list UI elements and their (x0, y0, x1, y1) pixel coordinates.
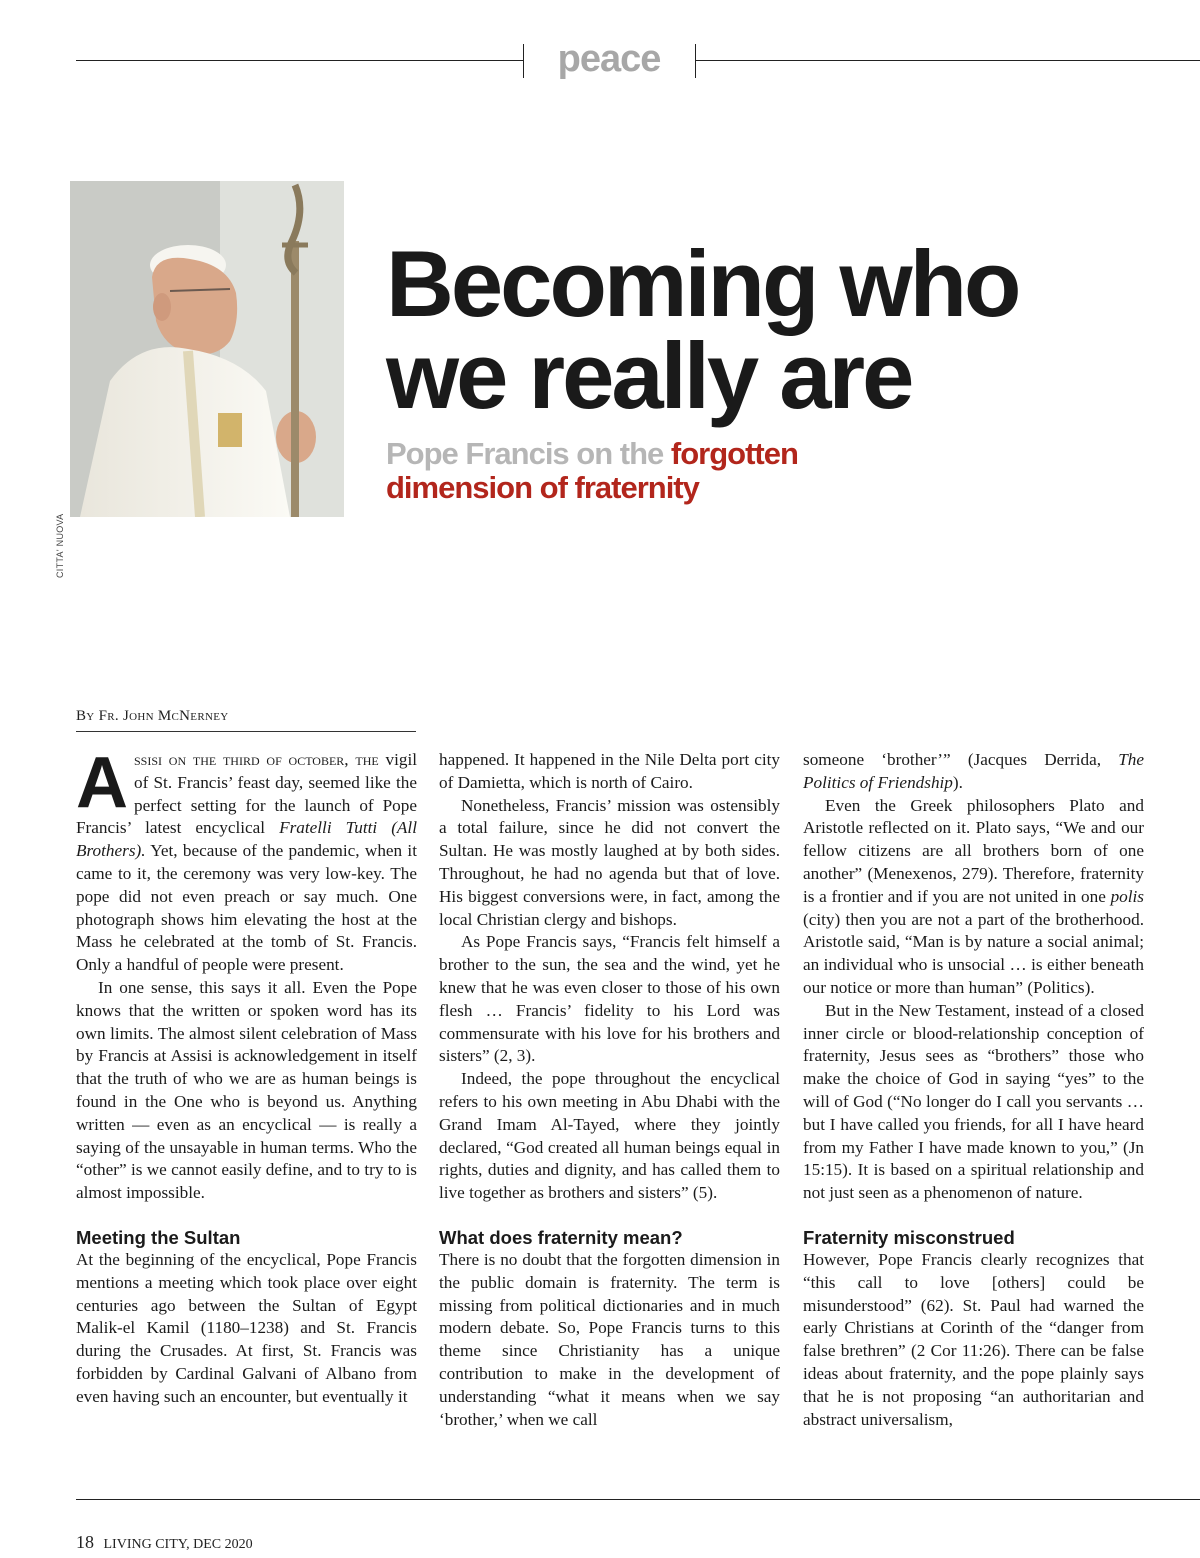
column-1 (76, 743, 418, 1409)
headline: Becoming who we really are (386, 231, 1019, 428)
issue-date: DEC 2020 (193, 1537, 253, 1552)
section-tick-left (523, 44, 524, 78)
section-label: peace (557, 38, 661, 80)
section-tick-right (695, 44, 696, 78)
deck-grey: Pope Francis on the (386, 436, 671, 471)
col1-p1-rest: vigil of St. Francis’ feast day, seemed like the perfect setting for the launch of Pope Francis’ latest encyclical (76, 750, 418, 838)
col2-para-3: As Pope Francis says, “Francis felt himself a brother to the sun, the sea and the wind, yet he knew that he was even closer to those of his own flesh … Francis’ fidelity to his Lord was commensurate with his love for his brothers and sisters” (2, 3). (439, 932, 780, 1066)
pope-photo (70, 181, 344, 517)
col3-p2-start: Even the Greek philosophers Plato and Aristotle reflected on it. Plato says, “We and our fellow citizens are all brothers born of one another” (Menexenos, 279). Therefore, fraternity is a frontier and if you are not united in one (803, 795, 1144, 906)
page-footer (76, 1532, 253, 1553)
dropcap: A (76, 743, 128, 823)
photo-credit-wrap (55, 513, 65, 578)
col3-p1-end: ). (952, 772, 963, 792)
page-number: 18 (76, 1532, 94, 1552)
byline: By Fr. John McNerney (76, 708, 229, 724)
col3-para-4: However, Pope Francis clearly recognizes that “this call to love [others] could be misunderstood” (62). St. Paul had warned the early Christians at Corinth of the “danger from false brethren” (2 Cor 11:26). There can be false ideas about fraternity, and the pope plainly says that he is not proposing “an authoritarian and abstract universalism, (803, 1249, 1144, 1429)
byline-rule (76, 731, 416, 732)
subhead-fraternity-meaning: What does fraternity mean? (439, 1226, 683, 1248)
col3-p2-end: (city) then you are not a part of the brotherhood. Aristotle said, “Man is by nature a social animal; an individual who is unsocial … is either beneath our notice or more than human” (Politics). (803, 909, 1144, 997)
col3-para-3: But in the New Testament, instead of a closed inner circle or blood-relationship conception of fraternity, Jesus sees as “brothers” those who make the choice of God in saying “yes” to the will of God (“No longer do I call you servants … but I have called you friends, for all I have heard from my Father I have made known to you,” (Jn 15:15). It is based on a spiritual relationship and not just seen as a phenomenon of nature. (803, 1000, 1144, 1203)
col2-para-1: happened. It happened in the Nile Delta port city of Damietta, which is north of Cairo. (439, 750, 780, 792)
pope-illustration (70, 181, 344, 517)
section-rule-left (76, 60, 523, 61)
col1-para-3: At the beginning of the encyclical, Pope Francis mentions a meeting which took place over eight centuries ago between the Sultan of Egypt Malik-el Kamil (1180–1238) and St. Francis during the Crusades. At first, St. Francis was forbidden by Cardinal Galvani of Albano from even having such an encounter, but eventually it (76, 1249, 417, 1406)
encyclical-title: Fratelli Tutti (All Brothers). (76, 818, 417, 861)
column-2 (439, 749, 780, 1431)
col1-lead-in: ssisi on the third of october, the (134, 750, 379, 769)
col2-para-4: Indeed, the pope throughout the encyclical refers to his own meeting in Abu Dhabi with the Grand Imam Al-Tayed, where they jointly declared, “God created all human beings equal in rights, duties and dignity, and has called them to live together as brothers and sisters” (5). (439, 1069, 780, 1203)
col1-para-2: In one sense, this says it all. Even the Pope knows that the written or spoken word has its own limits. The almost silent celebration of Mass by Francis at Assisi is acknowledgement in itself that the truth of who we are as human beings is found in the One who is beyond us. Anything written — even as an encyclical — is really a saying of the unsayable in human terms. Who the “other” is we cannot easily define, and to try to is almost impossible. (76, 977, 417, 1203)
photo-credit: CITTA' NUOVA (55, 513, 65, 578)
derrida-title: The Politics of Friendship (803, 750, 1144, 792)
col3-para-1 (803, 749, 1144, 795)
publication-name: LIVING CITY, (103, 1537, 190, 1552)
deck (386, 437, 946, 505)
col1-para-1 (76, 743, 418, 977)
col1-p1-end: Yet, because of the pandemic, when it came to it, the ceremony was very low-key. The pope did not even preach or say much. One photograph shows him elevating the host at the Mass he celebrated at the tomb of St. Francis. Only a handful of people were present. (76, 841, 417, 975)
deck-red: forgotten dimension of fraternity (386, 436, 798, 505)
col2-para-2: Nonetheless, Francis’ mission was ostensibly a total failure, since he did not convert the Sultan. He was mostly laughed at by both sides. Throughout, he had no agenda but that of love. His biggest conversions were, in fact, among the local Christian clergy and bishops. (439, 795, 780, 929)
col2-para-5: There is no doubt that the forgotten dimension in the public domain is fraternity. The term is missing from political dictionaries and in much modern debate. So, Pope Francis turns to this theme since Christianity has a unique contribution to make in the development of understanding “what it means when we say ‘brother,’ when we call (439, 1249, 780, 1429)
subhead-meeting-sultan: Meeting the Sultan (76, 1226, 241, 1248)
subhead-fraternity-misconstrued: Fraternity misconstrued (803, 1226, 1015, 1248)
col3-para-2 (803, 795, 1144, 1000)
footer-rule (76, 1499, 1200, 1500)
column-3 (803, 749, 1144, 1431)
section-rule-right (695, 60, 1200, 61)
col3-p1-start: someone ‘brother’” (Jacques Derrida, (803, 750, 1119, 769)
polis-term: polis (1110, 886, 1144, 906)
